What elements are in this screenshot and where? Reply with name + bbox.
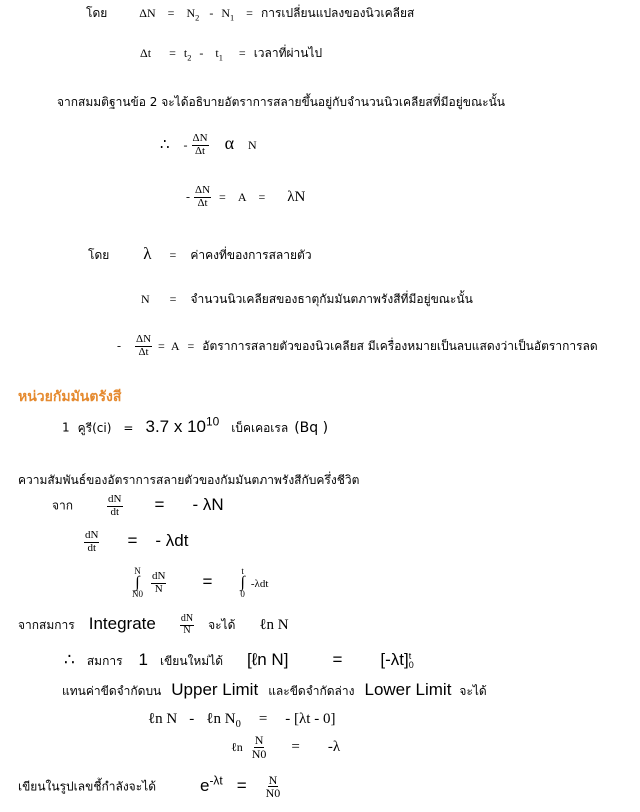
rewrite-text: เขียนใหม่ได้	[159, 654, 224, 668]
equals-sign: =	[258, 711, 268, 727]
minus-sign: -	[209, 6, 214, 20]
line-rewrite	[64, 650, 414, 671]
equals-sign: =	[169, 292, 177, 306]
becquerel-abbr: (Bq )	[294, 419, 329, 436]
n-over-n0: $\frac{N}{N0}$	[251, 733, 267, 761]
line-integral	[132, 567, 268, 599]
minus-lambda-dt: -λdt	[250, 577, 269, 590]
equals-sign: =	[169, 248, 177, 262]
line-delta-n	[86, 4, 414, 22]
n1-symbol: $N_1$	[221, 6, 235, 23]
activity-symbol: A	[237, 189, 247, 204]
n-symbol: N	[141, 292, 150, 306]
delta-t-description: เวลาที่ผ่านไป	[253, 46, 323, 60]
line-exponential	[18, 773, 281, 800]
line-proportional	[160, 133, 257, 157]
upper-limit: Upper Limit	[171, 680, 259, 699]
n-description: จำนวนนิวเคลียสของธาตุกัมมันตภาพรังสีที่มีอยู่ขณะนั้น	[190, 292, 473, 306]
equals-sign: =	[187, 338, 195, 353]
number-one: 1	[62, 420, 70, 435]
activity-description: อัตราการสลายตัวของนิวเคลียส มีเครื่องหมายเป็นลบแสดงว่าเป็นอัตราการลด	[202, 338, 598, 353]
equals-sign: =	[291, 738, 300, 755]
equals-sign: =	[258, 189, 266, 204]
equals-sign: =	[169, 46, 176, 60]
ln-n0: ℓn $N_0$	[206, 711, 241, 730]
exponential: $e^{-\lambda t}$	[200, 773, 223, 795]
activity-symbol: A	[170, 338, 180, 353]
line-ln-diff	[148, 710, 335, 730]
dn-over-dt: $\frac{dN}{dt}$	[85, 529, 99, 554]
lambda-n: λN	[287, 188, 306, 205]
ln-n-bracket: [ℓn N]	[247, 650, 289, 669]
integral-t: t ∫ 0	[240, 566, 245, 600]
therefore-symbol: ∴	[160, 137, 170, 153]
n2-symbol: $N_2$	[186, 6, 200, 23]
lead-text: จาก	[52, 498, 74, 513]
dn-over-n: $\frac{dN}{N}$	[180, 613, 194, 636]
lead-text: สมการ	[86, 654, 123, 668]
ln-n: ℓn N	[259, 617, 289, 633]
equals-sign: =	[123, 420, 134, 435]
line-activity-def	[117, 334, 598, 358]
delta-n-symbol: ΔN	[139, 6, 156, 20]
equals-sign: =	[158, 338, 165, 353]
line-separated	[84, 530, 188, 554]
line-lambda-def	[88, 244, 312, 265]
lambda-symbol: λ	[143, 244, 152, 263]
minus-sign: -	[189, 711, 195, 727]
lambda-t-bracket: [-λt] t 0	[380, 650, 414, 670]
lower-limit: Lower Limit	[364, 680, 452, 699]
lead-text: โดย	[88, 248, 110, 262]
curie-value: 3.7 x $10^{10}$	[145, 414, 220, 436]
integral-n: N ∫ N0	[132, 566, 143, 600]
lambda-description: ค่าคงที่ของการสลายตัว	[190, 248, 312, 262]
becquerel-label: เบ็คเคอเรล	[231, 420, 289, 435]
lower-limit-text: และขีดจำกัดล่าง	[268, 684, 355, 698]
result-text: จะได้	[208, 618, 236, 632]
line-activity-eq	[186, 185, 305, 209]
relation-text: ความสัมพันธ์ของอัตราการสลายตัวของกัมมันตภาพรังสีกับครึ่งชีวิต	[18, 473, 360, 487]
number-one: 1	[138, 650, 148, 669]
line-limits	[62, 680, 487, 701]
integrate-word: Integrate	[88, 614, 156, 633]
equals-sign: =	[332, 650, 343, 669]
equals-sign: =	[236, 775, 247, 795]
minus-sign: -	[183, 138, 188, 152]
line-ln-ratio	[231, 734, 340, 760]
minus-lambda: -λ	[327, 738, 341, 755]
ln-symbol: ℓn	[231, 739, 243, 754]
therefore-symbol: ∴	[64, 650, 75, 669]
dn-over-dt: $\frac{dN}{dt}$	[108, 493, 122, 518]
lead-text: เขียนในรูปเลขชี้กำลังจะได้	[18, 779, 156, 794]
result-text: จะได้	[459, 684, 487, 698]
equals-sign: =	[167, 6, 175, 20]
assumption-text: จากสมมติฐานข้อ 2 จะได้อธิบายอัตราการสลายขึ้นอยู่กับจำนวนนิวเคลียสที่มีอยู่ขณะนั้น	[57, 95, 505, 109]
equals-sign: =	[246, 6, 253, 20]
line-n-def	[141, 290, 473, 309]
curie-label: คูรี(ci)	[77, 420, 112, 435]
equals-sign: =	[238, 46, 246, 60]
equals-sign: =	[127, 530, 138, 550]
minus-sign: -	[186, 189, 190, 204]
line-curie	[62, 414, 328, 438]
section-heading: หน่วยกัมมันตรังสี	[18, 389, 122, 405]
n-symbol: N	[248, 138, 257, 152]
line-delta-t	[140, 44, 322, 62]
t2-symbol: $t_2$	[183, 46, 192, 63]
delta-t-symbol: Δt	[140, 46, 152, 60]
lead-text: โดย	[86, 6, 108, 20]
delta-n-over-delta-t: $\frac{\Delta N}{\Delta t}$	[192, 132, 208, 157]
lead-text: แทนค่าขีดจำกัดบน	[62, 684, 162, 698]
t1-symbol: $t_1$	[215, 46, 223, 63]
ln-n: ℓn N	[148, 711, 178, 727]
minus-lambda-dt: - λdt	[155, 530, 189, 550]
equals-sign: =	[219, 189, 226, 204]
delta-n-over-delta-t: $\frac{\Delta N}{\Delta t}$	[136, 333, 152, 358]
proportional-symbol: α	[224, 133, 235, 153]
dn-over-n: $\frac{dN}{N}$	[152, 570, 166, 595]
lambda-t-bracket: - [λt - 0]	[285, 711, 336, 727]
equals-sign: =	[154, 494, 165, 514]
line-integrate	[18, 614, 289, 636]
minus-sign: -	[117, 338, 121, 353]
delta-n-description: การเปลี่ยนแปลงของนิวเคลียส	[260, 6, 415, 20]
lead-text: จากสมการ	[18, 618, 75, 632]
minus-lambda-n: - λN	[192, 494, 224, 514]
minus-sign: -	[199, 46, 204, 60]
delta-n-over-delta-t: $\frac{\Delta N}{\Delta t}$	[195, 184, 211, 209]
line-rate-eq	[52, 494, 224, 518]
equals-sign: =	[202, 571, 213, 591]
n-over-n0: $\frac{N}{N0}$	[265, 772, 281, 801]
